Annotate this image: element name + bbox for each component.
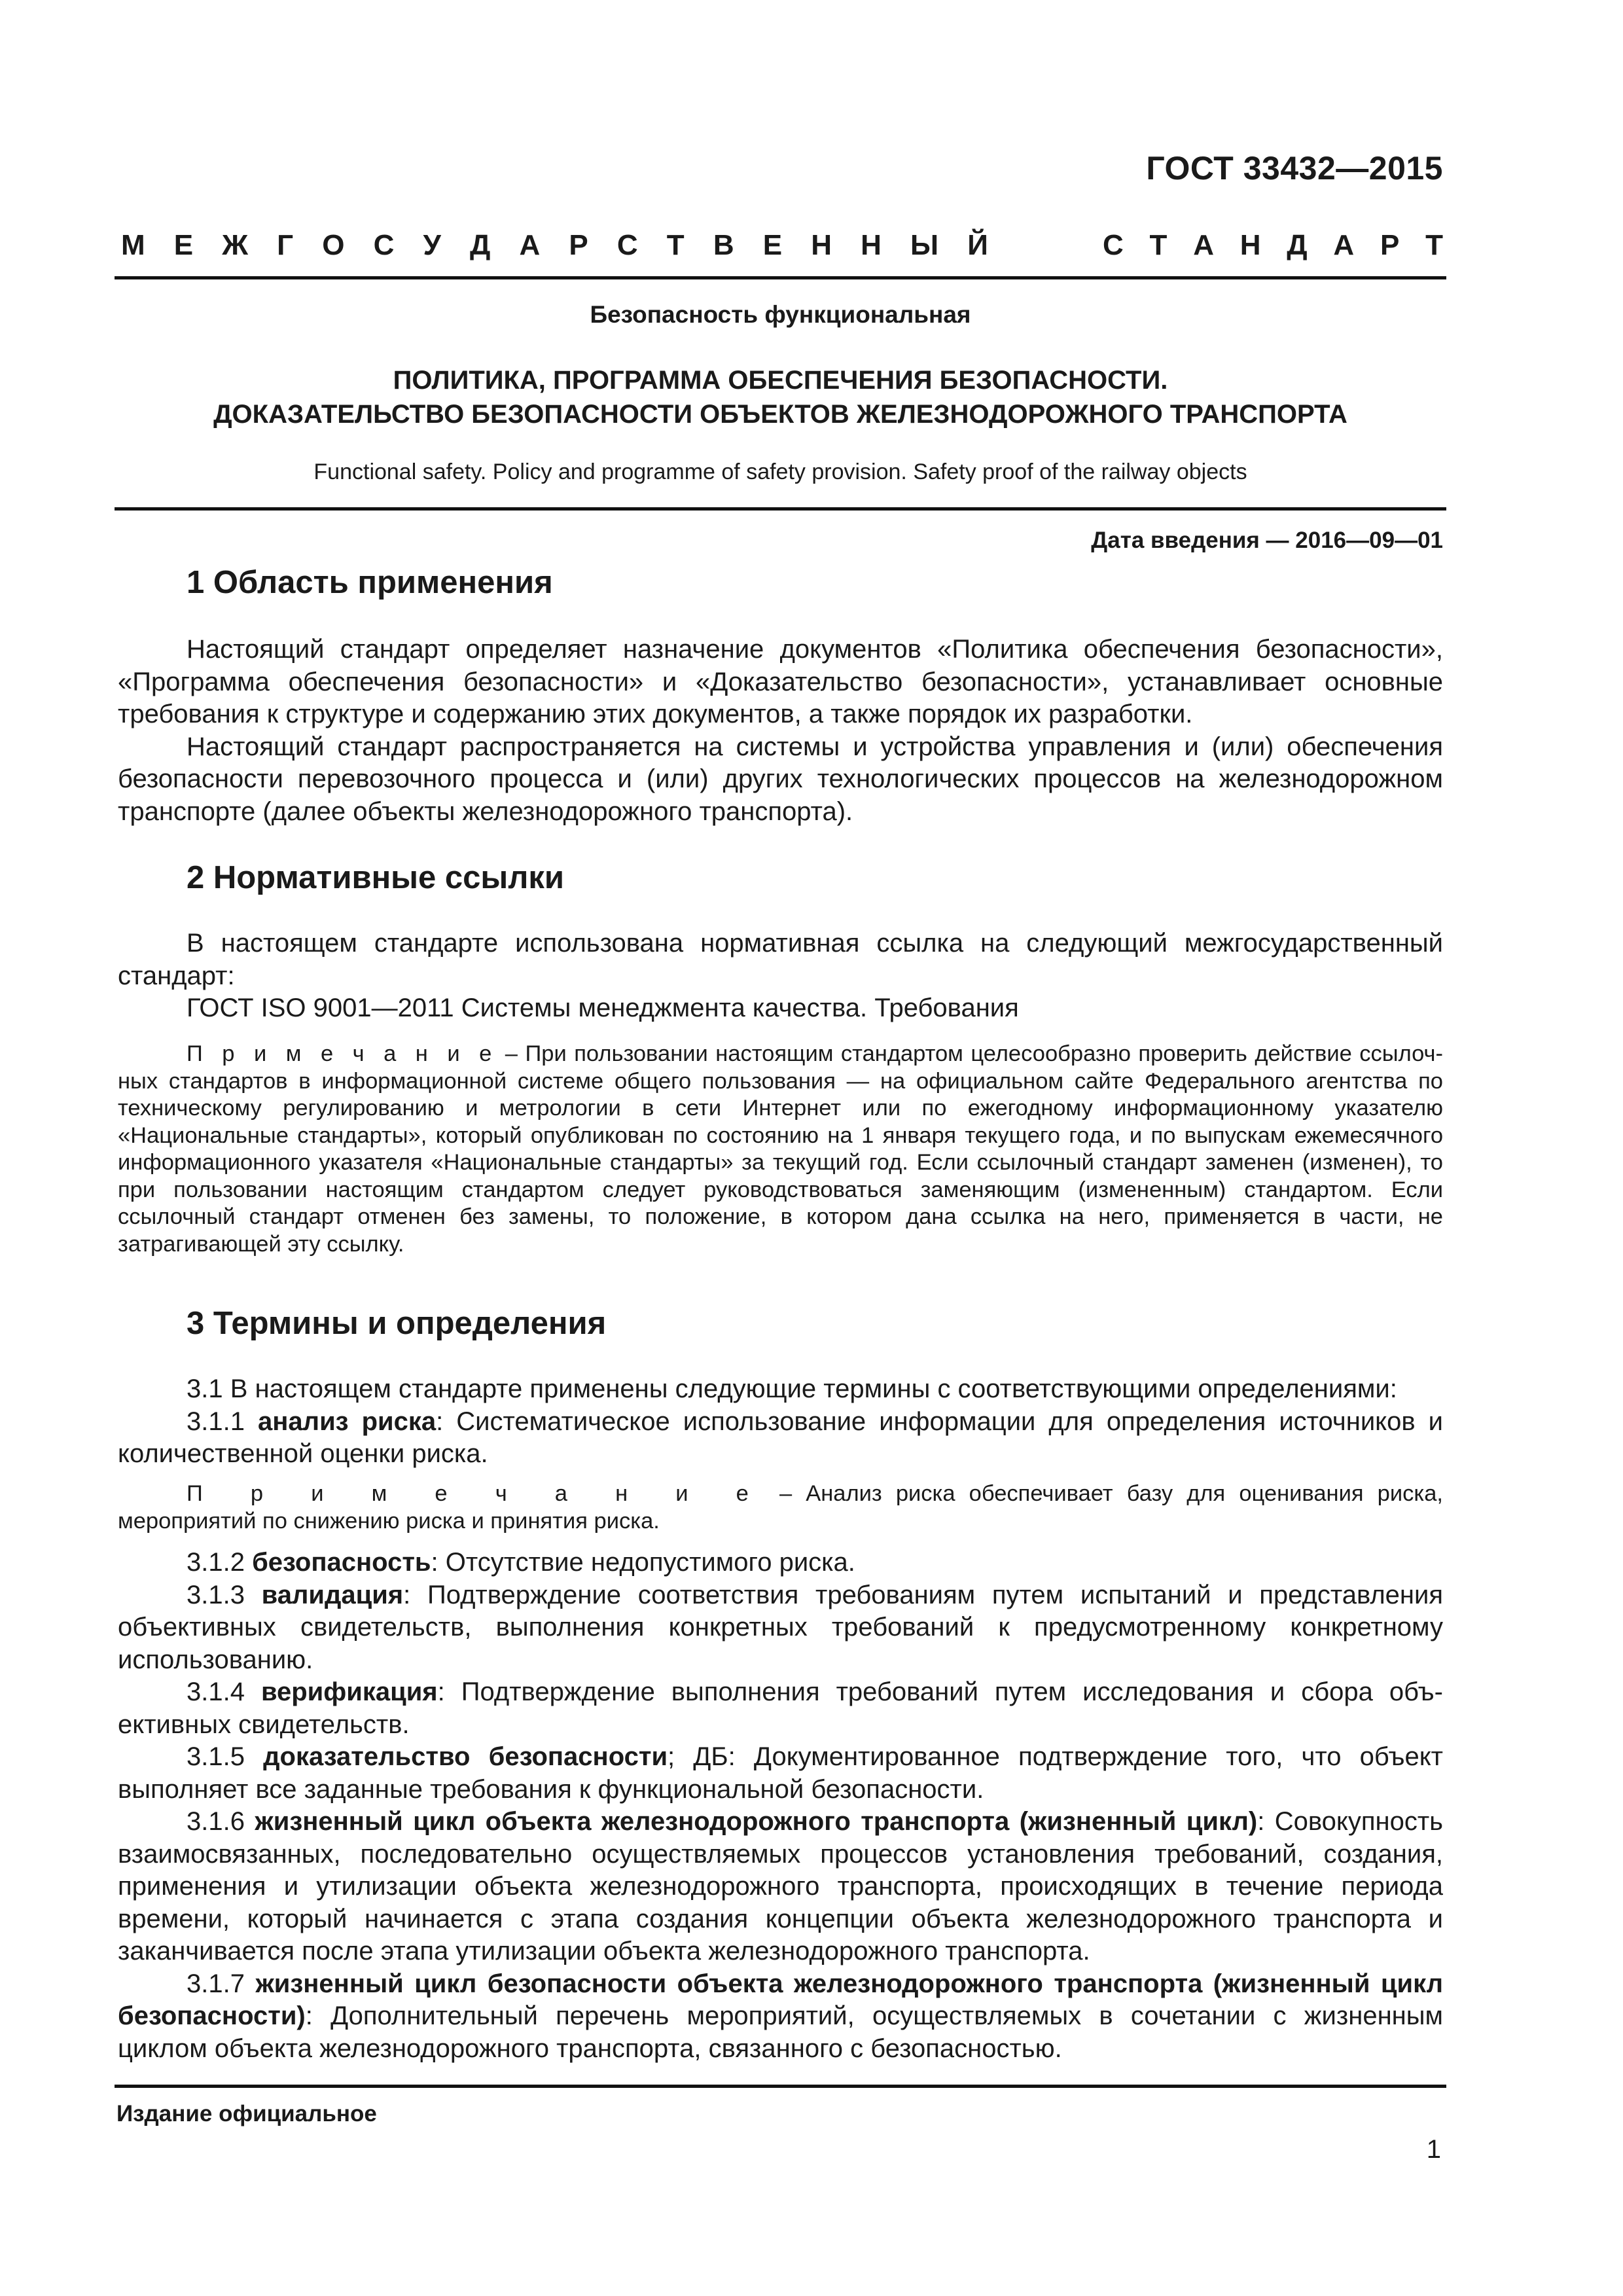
introduction-date: Дата введения — 2016—09—01 [1091, 528, 1443, 553]
banner-letter: А [1193, 229, 1214, 261]
term-3-1-3: 3.1.3 валидация: Подтверждение соответствия требованиям путем испытаний и представления объективных свидетельств, выполнения конкретных требований к предусмотренному конкретному использованию. [118, 1580, 1444, 1674]
banner-letter: Е [173, 229, 194, 261]
interstate-standard-banner [121, 229, 1443, 262]
title-rule [115, 507, 1446, 511]
banner-letter: Ы [910, 229, 939, 261]
section3-body-part2 [118, 1547, 1443, 2065]
banner-letter: Н [1240, 229, 1261, 261]
section1-paragraph: Настоящий стандарт определяет назначение документов «Политика обеспечения безопасности», «Программа обеспечения безопасности» и «Доказательство безопасности», устанавливает основные требования к структуре и содержанию этих документов, а также порядок их разработки. [118, 635, 1443, 728]
official-edition-label: Издание официальное [116, 2101, 377, 2126]
note-label: П р и м е ч а н и е [187, 1041, 498, 1066]
banner-letter: Т [1149, 229, 1168, 261]
banner-letter: Т [1425, 229, 1443, 261]
document-title-english: Functional safety. Policy and programme of safety provision. Safety proof of the railway objects [313, 459, 1247, 484]
term-3-1-6: 3.1.6 жизненный цикл объекта железнодорожного транспорта (жизненный цикл): Совокупность взаимосвязанных, последовательно осуществляемых процессов установления требований, создания, применения и утилизации объекта железнодорожного транспорта, происходящих в течение периода времени, который начинается с этапа создания концепции объекта железнодорожного транспорта и заканчивается после этапа утилизации объекта железнодорожного транспорта. [118, 1807, 1444, 1965]
section1-body [118, 634, 1443, 828]
banner-letter: Д [1287, 229, 1308, 261]
section1-paragraph: Настоящий стандарт распространяется на системы и устройства управления и (или) обеспечения безопасности перевозочного процесса и (или) других технологических процессов на железнодорожном транспорте (далее объекты железнодорожного транспорта). [118, 732, 1443, 826]
term-3-1-4: 3.1.4 верификация: Подтверждение выполнения требований путем исследования и сбора объективных свидетельств. [118, 1677, 1443, 1739]
term-name: верификация [260, 1677, 438, 1706]
banner-letter: Д [470, 229, 491, 261]
document-title-line1: ПОЛИТИКА, ПРОГРАММА ОБЕСПЕЧЕНИЯ БЕЗОПАСНОСТИ. [393, 366, 1168, 395]
section3-intro: 3.1 В настоящем стандарте применены следующие термины с соответствующими определениями: [187, 1374, 1397, 1403]
section2-body [118, 927, 1443, 1025]
banner-letter: А [519, 229, 541, 261]
banner-word-standard [1103, 229, 1443, 262]
banner-letter: С [1103, 229, 1124, 261]
term-3-1-2: 3.1.2 безопасность: Отсутствие недопустимого риска. [187, 1548, 855, 1577]
header-rule [115, 276, 1446, 279]
section2-paragraph: В настоящем стандарте использована нормативная ссылка на следующий межгосударственный стандарт: [118, 929, 1443, 990]
normative-reference: ГОСТ ISO 9001—2011 Системы менеджмента качества. Требования [187, 994, 1019, 1022]
banner-letter: Т [666, 229, 685, 261]
banner-letter: Г [277, 229, 294, 261]
banner-letter: В [713, 229, 734, 261]
term-name: валидация [261, 1580, 404, 1609]
banner-letter: Н [811, 229, 832, 261]
section3-note [118, 1480, 1443, 1535]
term-name: жизненный цикл безопасности объекта железнодорожного транспорта (жизненный цикл безопасности) [118, 1969, 1443, 2030]
banner-letter: С [616, 229, 638, 261]
banner-letter: А [1333, 229, 1355, 261]
note-text: – Анализ риска обеспечивает базу для оценивания риска, мероприятий по снижению риска и принятия риска. [118, 1481, 1443, 1534]
document-title [115, 363, 1446, 431]
footer-rule [115, 2085, 1446, 2088]
term-3-1-7: 3.1.7 жизненный цикл безопасности объекта железнодорожного транспорта (жизненный цикл безопасности): Дополнительный перечень мероприятий, осуществляемых в сочетании с жизненным циклом объекта железнодорожного транспорта, связанного с безопасностью. [118, 1969, 1443, 2063]
document-title-line2: ДОКАЗАТЕЛЬСТВО БЕЗОПАСНОСТИ ОБЪЕКТОВ ЖЕЛЕЗНОДОРОЖНОГО ТРАНСПОРТА [213, 400, 1347, 429]
banner-letter: Р [1380, 229, 1400, 261]
section2-heading: 2 Нормативные ссылки [187, 860, 564, 895]
note-label: П р и м е ч а н и е [187, 1481, 766, 1506]
section3-heading: 3 Термины и определения [187, 1306, 607, 1341]
term-name: безопасность [252, 1548, 431, 1577]
banner-letter: Й [967, 229, 988, 261]
term-name: анализ риска [258, 1407, 437, 1436]
banner-letter: Е [762, 229, 783, 261]
document-code: ГОСТ 33432—2015 [1146, 150, 1443, 187]
section3-body-part1 [118, 1373, 1443, 1471]
banner-letter: У [423, 229, 441, 261]
banner-letter: Н [861, 229, 882, 261]
term-3-1-1: 3.1.1 анализ риска: Систематическое использование информации для определения источников и количественной оценки риска. [118, 1407, 1444, 1468]
banner-word-interstate [121, 229, 988, 262]
section2-note [118, 1041, 1443, 1258]
banner-letter: Р [569, 229, 588, 261]
note-text: – При пользовании настоящим стандартом целесообразно проверить действие ссылочных стандартов в информационной системе общего пользования — на официальном сайте Федерального агентства по техническому регулированию и метрологии в сети Интернет или по ежегодному информационному указателю «Национальные стандарты», который опубликован по состоянию на 1 января текущего года, и по выпускам ежемесячного информационного указателя «Национальные стандарты» за текущий год. Если ссылочный стандарт заменен (изменен), то при пользовании настоящим стандартом следует руководствоваться заменяющим (измененным) стандартом. Если ссылочный стандарт отменен без замены, то положение, в котором дана ссылка на него, применяется в части, не затрагивающей эту ссылку. [118, 1041, 1443, 1257]
term-3-1-5: 3.1.5 доказательство безопасности; ДБ: Документированное подтверждение того, что объект выполняет все заданные требования к функциональной безопасности. [118, 1742, 1444, 1804]
page-number: 1 [1426, 2135, 1441, 2164]
banner-letter: С [373, 229, 395, 261]
banner-letter: О [322, 229, 345, 261]
section1-heading: 1 Область применения [187, 565, 553, 600]
term-name: доказательство безопасности [263, 1742, 668, 1771]
term-name: жизненный цикл объекта железнодорожного транспорта (жизненный цикл) [255, 1807, 1258, 1836]
banner-letter: М [121, 229, 145, 261]
document-subtitle: Безопасность функциональная [590, 301, 971, 328]
banner-letter: Ж [222, 229, 249, 261]
